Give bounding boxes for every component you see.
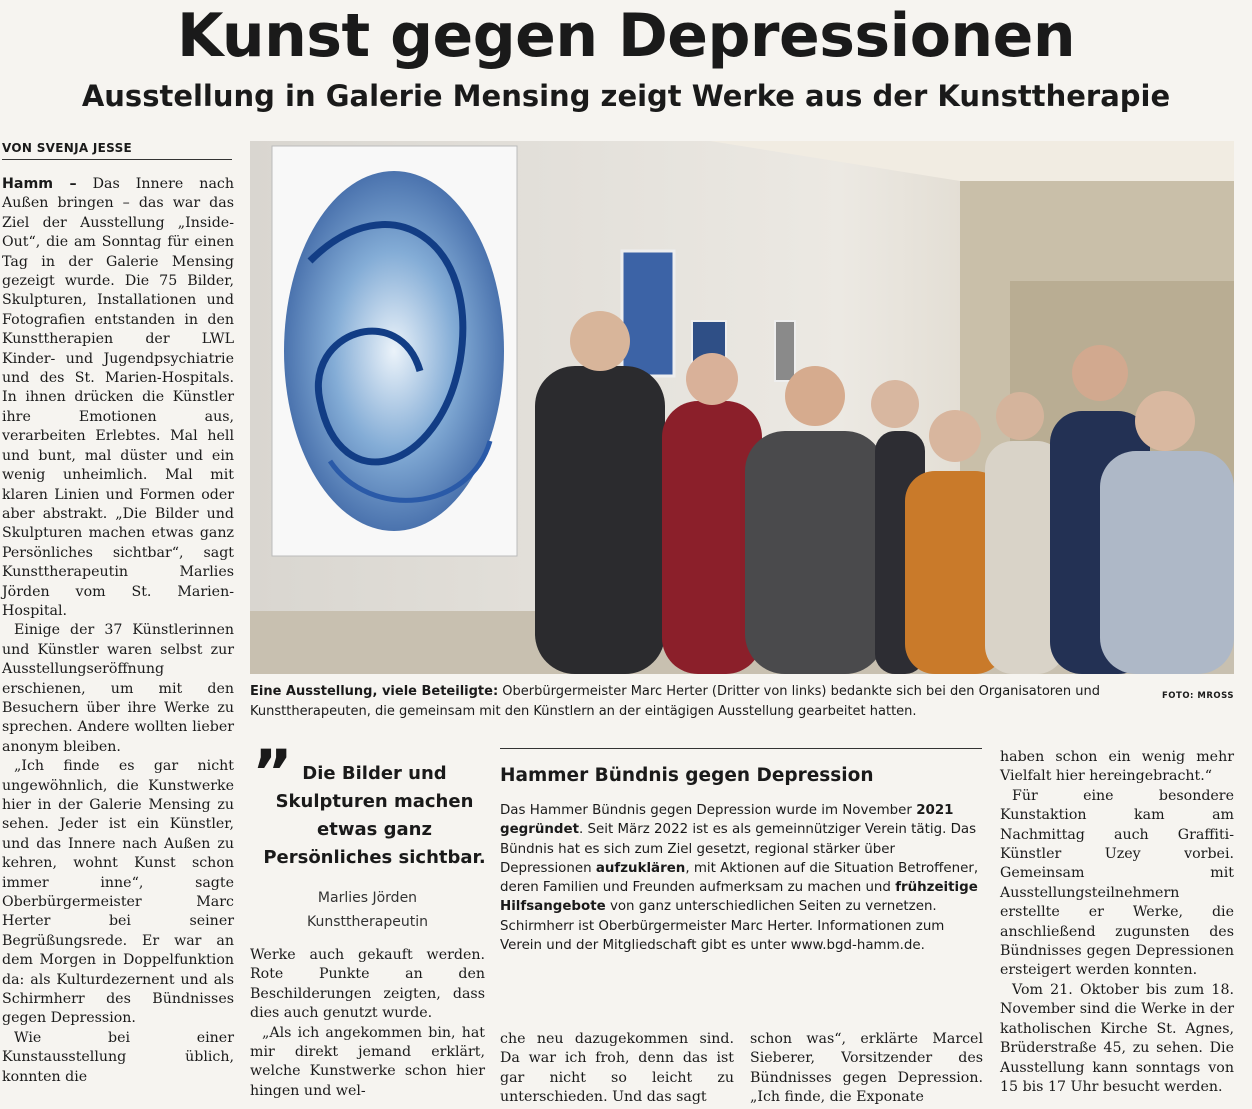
info-highlight: aufzuklären — [595, 860, 686, 876]
photo-credit: FOTO: MROSS — [1161, 691, 1234, 701]
paragraph: Einige der 37 Künstlerinnen und Künstler waren selbst zur Ausstellungseröffnung erschienen, um mit den Besuchern über ihre Werke zu sprechen. Andere wollten lieber anonym bleiben. — [2, 622, 234, 755]
quote-mark-icon: ” — [252, 736, 293, 809]
abstract-painting — [272, 146, 517, 556]
paragraph: Für eine besondere Kunstaktion kam am Nachmittag auch Graffiti-Künstler Uzey vorbei. Gemeinsam mit Ausstellungsteilnehmern erstellte er Werke, die anschließend zugunsten des Bündnisses gegen Depressionen ersteigert werden konnten. — [1000, 787, 1234, 979]
paragraph: Werke auch gekauft werden. Rote Punkte an den Beschilderungen zeigten, dass dies auch genutzt wurde. — [250, 947, 485, 1022]
paragraph: schon was“, erklärte Marcel Sieberer, Vorsitzender des Bündnisses gegen Depression. „Ich finde, die Exponate — [750, 1031, 983, 1106]
subheadline: Ausstellung in Galerie Mensing zeigt Werke aus der Kunsttherapie — [81, 79, 1171, 113]
headline: Kunst gegen Depressionen — [176, 1, 1076, 71]
article-column-4 — [750, 1030, 983, 1108]
quote-author-name: Marlies Jörden — [317, 890, 418, 906]
caption-lead: Eine Ausstellung, viele Beteiligte: — [250, 684, 499, 699]
paragraph: Vom 21. Oktober bis zum 18. November sind die Werke in der katholischen Kirche St. Agnes, Brüderstraße 45, zu sehen. Die Ausstellung kann sonntags von 15 bis 17 Uhr besucht werden. — [1000, 981, 1234, 1095]
quote-text: Die Bilder und Skulpturen machen etwas ganz Persönliches sichtbar. — [263, 763, 486, 868]
paragraph — [2, 175, 234, 621]
quote-author — [250, 886, 485, 934]
byline: VON SVENJA JESSE — [2, 141, 232, 160]
article-column-2 — [250, 946, 485, 1101]
info-text: , mit Aktionen auf die Situation Betroffener, deren Familien und Freunden aufmerksam zu machen und — [500, 860, 979, 896]
paragraph: Wie bei einer Kunstausstellung üblich, konnten die — [2, 1029, 234, 1085]
paragraph: „Ich finde es gar nicht ungewöhnlich, die Kunstwerke hier in der Galerie Mensing zu sehen. Jeder ist ein Künstler, und das Innere nach Außen zu kehren, wohnt Kunst schon immer inne“, sagte Oberbürgermeister Marc Herter bei seiner Begrüßungsrede. Er war an dem Morgen in Doppelfunktion da: als Kulturdezernent und als Schirmherr des Bündnisses gegen Depression. — [2, 758, 234, 1027]
group-photo — [250, 141, 1234, 674]
info-box — [500, 748, 982, 955]
paragraph: che neu dazugekommen sind. Da war ich froh, denn das ist gar nicht so leicht zu unterschieden. Und das sagt — [500, 1031, 734, 1106]
info-text: Das Hammer Bündnis gegen Depression wurde im November — [500, 803, 917, 818]
info-text: von ganz unterschiedlichen Seiten zu vernetzen. Schirmherr ist Oberbürgermeister Marc Herter. Informationen zum Verein und der Mitgliedschaft gibt es unter www.bgd-hamm.de. — [500, 899, 945, 954]
info-box-body — [500, 801, 982, 955]
article-column-5 — [1000, 748, 1234, 1097]
dateline: Hamm – — [2, 176, 77, 192]
article-column-1 — [2, 175, 234, 1087]
caption-text: Oberbürgermeister Marc Herter (Dritter von links) bedankte sich bei den Organisatoren und Kunsttherapeuten, die gemeinsam mit den Künstlern an der eintägigen Ausstellung gearbeitet hatten. — [250, 684, 1100, 719]
paragraph-text: Das Innere nach Außen bringen – das war das Ziel der Ausstellung „Inside-Out“, die am Sonntag für einen Tag in der Galerie Mensing gezeigt wurde. Die 75 Bilder, Skulpturen, Installationen und Fotografien entstanden in den Kunsttherapien der LWL Kinder- und Jugendpsychiatrie und des St. Marien-Hospitals. In ihnen drücken die Künstler ihre Emotionen aus, verarbeiten Erlebtes. Mal hell und bunt, mal düster und ein wenig unheimlich. Mal mit klaren Linien und Formen oder aber abstrakt. „Die Bilder und Skulpturen machen etwas ganz Persönliches sichtbar“, sagt Kunsttherapeutin Marlies Jörden vom St. Marien-Hospital. — [2, 176, 234, 619]
info-text: . Seit März 2022 ist es als gemeinnütziger Verein tätig. Das Bündnis hat es sich zum Ziel gesetzt, regional stärker über Depressionen — [500, 822, 977, 876]
photo-caption — [250, 682, 1234, 722]
pull-quote — [250, 736, 486, 938]
quote-author-role: Kunsttherapeutin — [307, 914, 428, 930]
info-highlight: frühzeitige Hilfsangebote — [500, 880, 978, 915]
info-highlight: 2021 gegründet — [500, 803, 954, 838]
paragraph: haben schon ein wenig mehr Vielfalt hier hereingebracht.“ — [1000, 749, 1234, 785]
info-box-title: Hammer Bündnis gegen Depression — [500, 765, 874, 786]
article-column-3 — [500, 1030, 734, 1108]
paragraph: „Als ich angekommen bin, hat mir direkt jemand erklärt, welche Kunstwerke schon hier hingen und wel- — [250, 1024, 485, 1099]
